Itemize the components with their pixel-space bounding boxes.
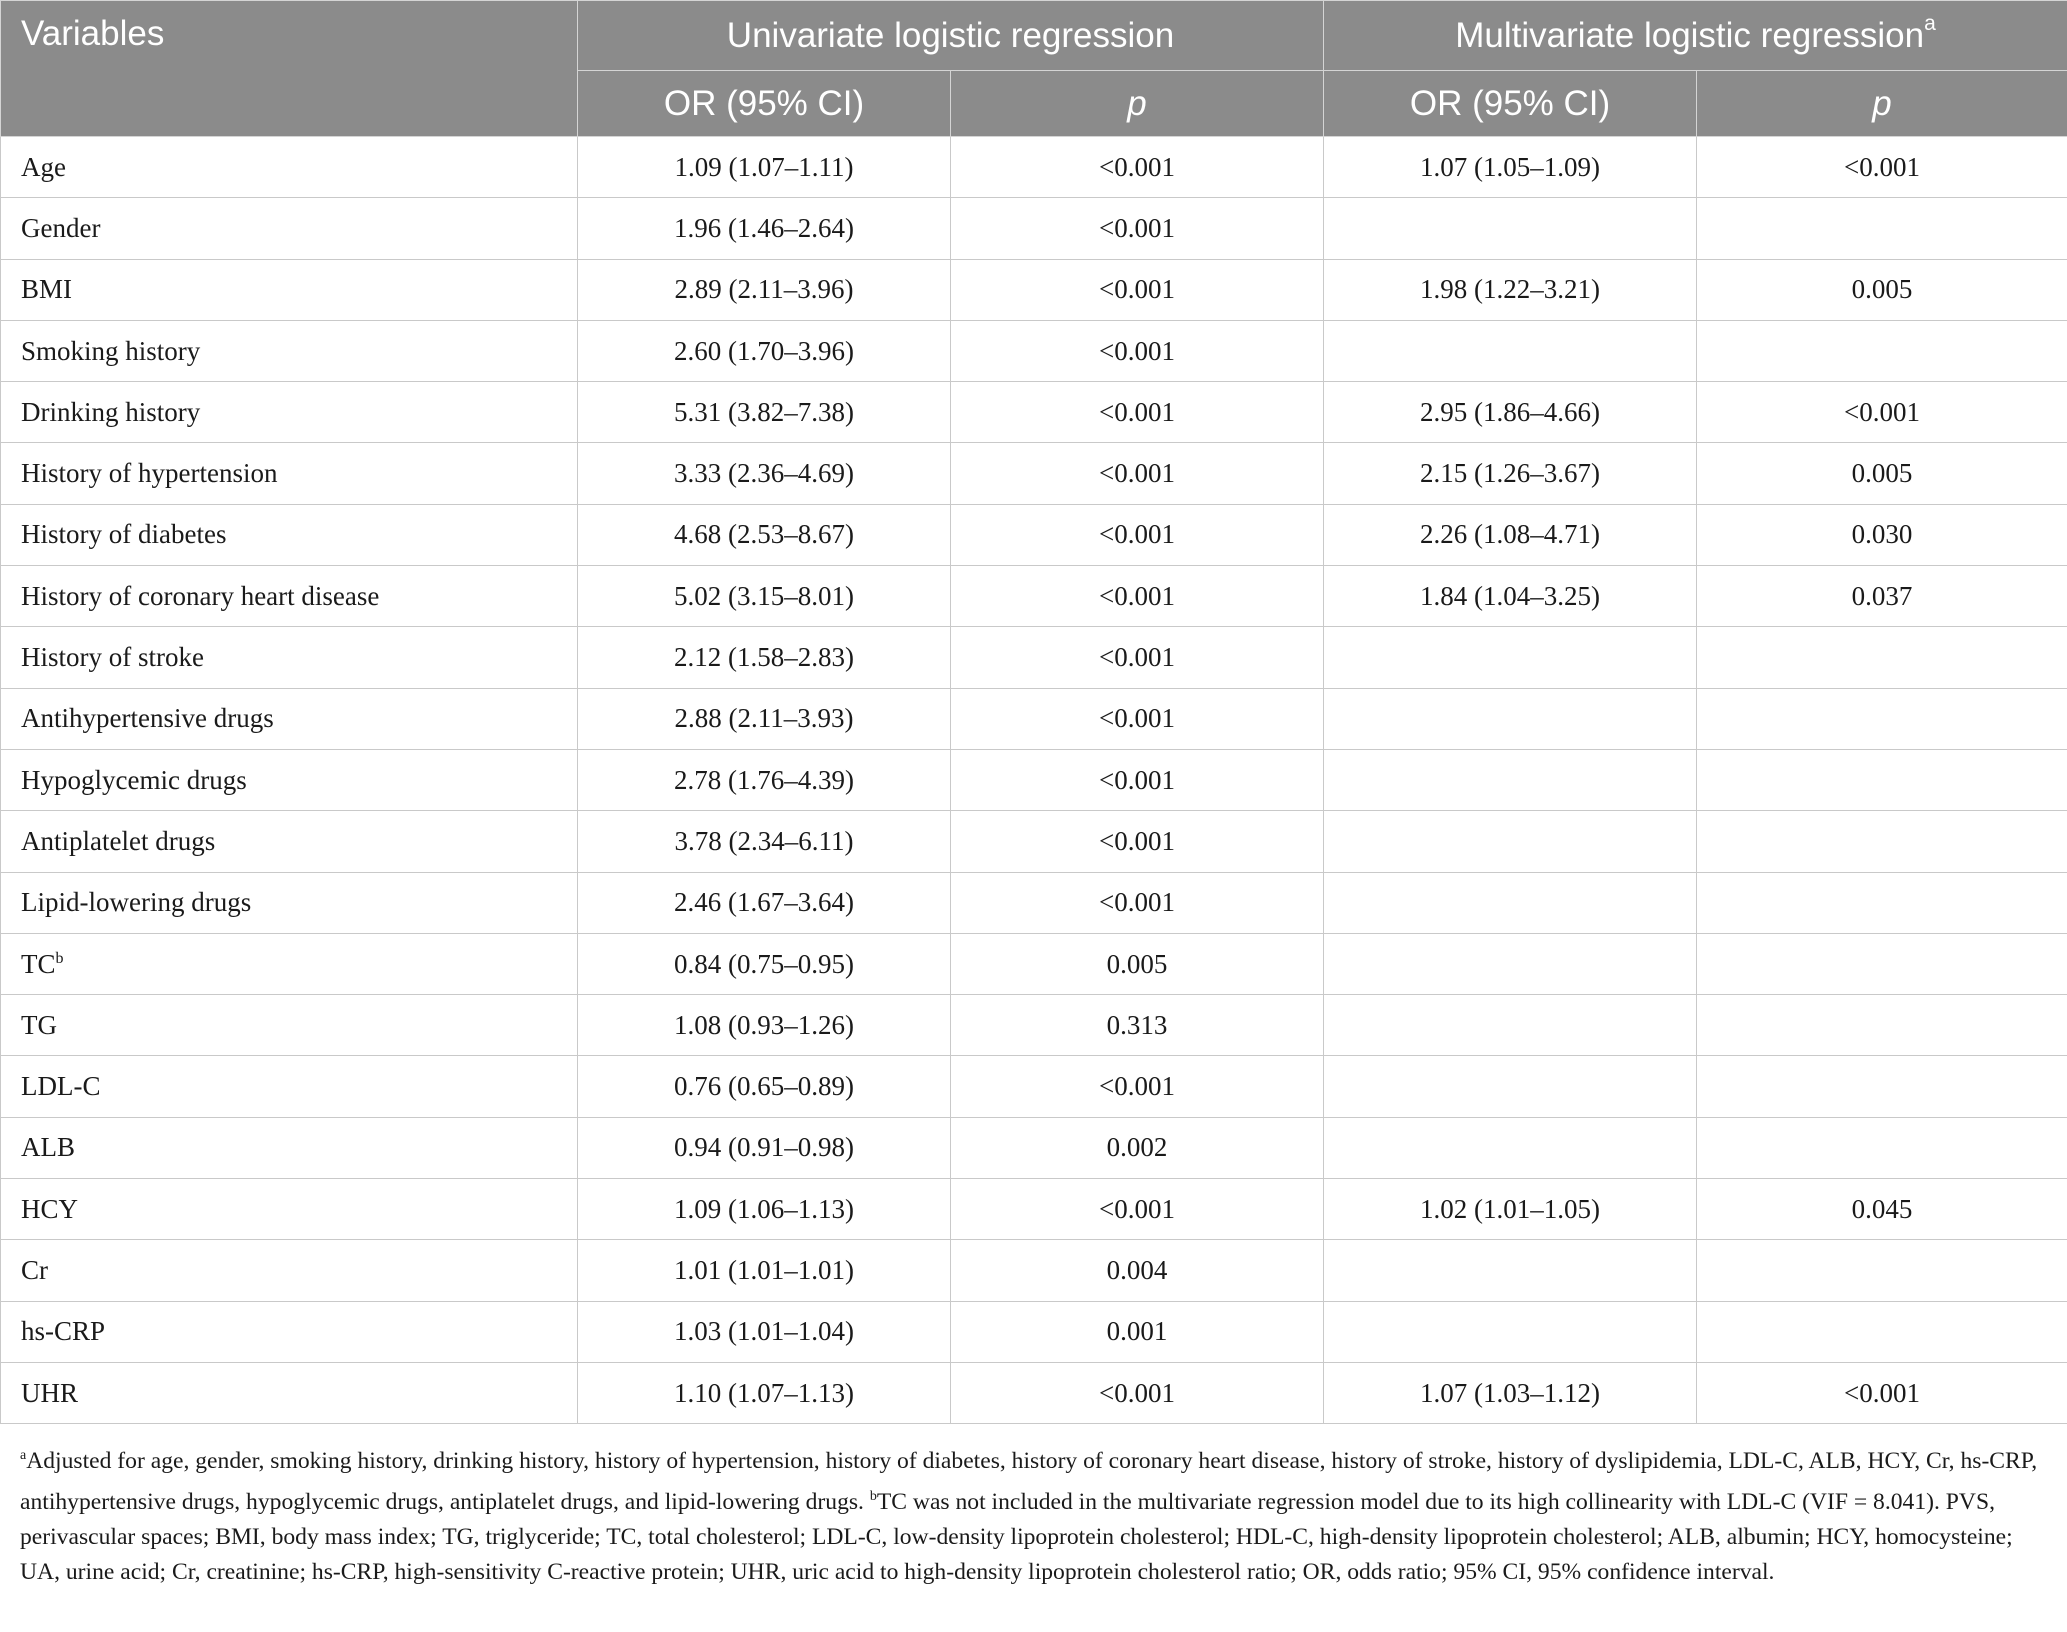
variable-label: Antihypertensive drugs <box>21 703 274 734</box>
cell-uni-p: <0.001 <box>951 259 1324 320</box>
cell-multi-p <box>1697 933 2067 994</box>
cell-variable <box>1 872 578 933</box>
cell-uni-or-ci: 5.02 (3.15–8.01) <box>578 566 951 627</box>
cell-multi-p <box>1697 872 2067 933</box>
cell-uni-p: <0.001 <box>951 566 1324 627</box>
cell-uni-p: <0.001 <box>951 688 1324 749</box>
cell-multi-p <box>1697 198 2067 259</box>
header-univariate: Univariate logistic regression <box>578 1 1324 71</box>
cell-uni-p: <0.001 <box>951 443 1324 504</box>
variable-label: Lipid-lowering drugs <box>21 887 252 918</box>
cell-uni-or-ci: 4.68 (2.53–8.67) <box>578 504 951 565</box>
cell-variable <box>1 933 578 994</box>
cell-uni-p: <0.001 <box>951 137 1324 198</box>
cell-uni-or-ci: 1.01 (1.01–1.01) <box>578 1240 951 1301</box>
cell-uni-p: 0.001 <box>951 1301 1324 1362</box>
cell-uni-or-ci: 2.46 (1.67–3.64) <box>578 872 951 933</box>
variable-label: Drinking history <box>21 396 201 427</box>
cell-variable <box>1 198 578 259</box>
cell-multi-or-ci <box>1324 995 1697 1056</box>
cell-multi-or-ci <box>1324 749 1697 810</box>
table-row <box>1 627 2067 688</box>
cell-multi-p: 0.045 <box>1697 1179 2067 1240</box>
table-row <box>1 504 2067 565</box>
table-row <box>1 1240 2067 1301</box>
table-row <box>1 995 2067 1056</box>
cell-uni-p: <0.001 <box>951 320 1324 381</box>
cell-multi-p <box>1697 1301 2067 1362</box>
table-row <box>1 933 2067 994</box>
cell-uni-or-ci: 0.84 (0.75–0.95) <box>578 933 951 994</box>
variable-label: Cr <box>21 1254 48 1285</box>
cell-multi-or-ci: 1.07 (1.03–1.12) <box>1324 1362 1697 1423</box>
cell-multi-p <box>1697 688 2067 749</box>
table-row <box>1 259 2067 320</box>
footnote-a-marker: a <box>20 1448 27 1463</box>
cell-variable <box>1 1056 578 1117</box>
cell-uni-p: <0.001 <box>951 1056 1324 1117</box>
cell-variable <box>1 1301 578 1362</box>
variable-label: LDL-C <box>21 1071 101 1102</box>
footnote-b-marker: b <box>869 1488 877 1504</box>
variable-label: hs-CRP <box>21 1316 106 1347</box>
cell-variable <box>1 566 578 627</box>
cell-uni-or-ci: 3.33 (2.36–4.69) <box>578 443 951 504</box>
table-row <box>1 1362 2067 1423</box>
table-footnote <box>20 1438 2050 1590</box>
cell-multi-or-ci <box>1324 627 1697 688</box>
table-row <box>1 872 2067 933</box>
cell-multi-p: <0.001 <box>1697 1362 2067 1423</box>
cell-multi-p: 0.030 <box>1697 504 2067 565</box>
footnote-b-text: TC was not included in the multivariate regression model due to its high collinearity with LDL-C (VIF = 8.041). PVS, perivascular spaces; BMI, body mass index; TG, triglyceride; TC, total cholesterol; LDL-C, low-density lipoprotein cholesterol; HDL-C, high-density lipoprotein cholesterol; ALB, albumin; HCY, homocysteine; UA, urine acid; Cr, creatinine; hs-CRP, high-sensitivity C-reactive protein; UHR, uric acid to high-density lipoprotein cholesterol ratio; OR, odds ratio; 95% CI, 95% confidence interval. <box>20 1488 2013 1585</box>
variable-label: History of stroke <box>21 642 204 673</box>
cell-multi-or-ci: 2.95 (1.86–4.66) <box>1324 382 1697 443</box>
header-uni-p: p <box>951 71 1324 137</box>
cell-multi-or-ci: 2.15 (1.26–3.67) <box>1324 443 1697 504</box>
cell-uni-p: 0.004 <box>951 1240 1324 1301</box>
cell-variable <box>1 443 578 504</box>
cell-variable <box>1 1179 578 1240</box>
cell-multi-p <box>1697 1056 2067 1117</box>
cell-uni-p: <0.001 <box>951 382 1324 443</box>
table-row <box>1 198 2067 259</box>
variable-label: ALB <box>21 1132 75 1163</box>
cell-multi-p <box>1697 811 2067 872</box>
cell-multi-or-ci: 2.26 (1.08–4.71) <box>1324 504 1697 565</box>
variable-label: UHR <box>21 1377 79 1408</box>
variable-label: Gender <box>21 212 101 243</box>
cell-multi-p: 0.005 <box>1697 443 2067 504</box>
cell-multi-or-ci <box>1324 1056 1697 1117</box>
variable-label: Age <box>21 151 66 182</box>
cell-multi-p: <0.001 <box>1697 137 2067 198</box>
cell-variable <box>1 811 578 872</box>
variable-label: TC <box>21 948 56 979</box>
header-variables: Variables <box>1 1 578 137</box>
footnote-a-text: Adjusted for age, gender, smoking history, drinking history, history of hypertension, history of diabetes, history of coronary heart disease, history of stroke, history of dyslipidemia, LDL-C, ALB, HCY, Cr, hs-CRP, antihypertensive drugs, hypoglycemic drugs, antiplatelet drugs, and lipid-lowering drugs. <box>20 1447 2038 1515</box>
cell-uni-or-ci: 2.88 (2.11–3.93) <box>578 688 951 749</box>
header-multivariate-label: Multivariate logistic regression <box>1455 15 1925 55</box>
cell-multi-p: 0.037 <box>1697 566 2067 627</box>
variable-label: Antiplatelet drugs <box>21 825 216 856</box>
cell-variable <box>1 320 578 381</box>
cell-uni-or-ci: 0.94 (0.91–0.98) <box>578 1117 951 1178</box>
cell-variable <box>1 1240 578 1301</box>
table-row <box>1 1301 2067 1362</box>
cell-uni-p: 0.313 <box>951 995 1324 1056</box>
cell-uni-or-ci: 2.60 (1.70–3.96) <box>578 320 951 381</box>
variable-label: BMI <box>21 274 73 305</box>
cell-uni-or-ci: 1.09 (1.07–1.11) <box>578 137 951 198</box>
variable-label: History of diabetes <box>21 519 227 550</box>
cell-multi-p <box>1697 995 2067 1056</box>
cell-multi-or-ci <box>1324 1240 1697 1301</box>
cell-multi-or-ci <box>1324 872 1697 933</box>
table-row <box>1 1056 2067 1117</box>
cell-multi-or-ci: 1.84 (1.04–3.25) <box>1324 566 1697 627</box>
cell-uni-or-ci: 2.89 (2.11–3.96) <box>578 259 951 320</box>
header-multivariate-footnote-marker: a <box>1924 11 1936 35</box>
cell-multi-p: 0.005 <box>1697 259 2067 320</box>
cell-multi-p <box>1697 1240 2067 1301</box>
cell-multi-p <box>1697 320 2067 381</box>
cell-multi-or-ci: 1.02 (1.01–1.05) <box>1324 1179 1697 1240</box>
cell-multi-or-ci <box>1324 198 1697 259</box>
cell-uni-p: <0.001 <box>951 504 1324 565</box>
table-row <box>1 688 2067 749</box>
cell-variable <box>1 627 578 688</box>
table-row <box>1 811 2067 872</box>
cell-uni-p: <0.001 <box>951 811 1324 872</box>
cell-uni-or-ci: 3.78 (2.34–6.11) <box>578 811 951 872</box>
cell-uni-p: <0.001 <box>951 627 1324 688</box>
cell-uni-or-ci: 2.12 (1.58–2.83) <box>578 627 951 688</box>
cell-variable <box>1 1362 578 1423</box>
variable-label: Smoking history <box>21 335 201 366</box>
cell-variable <box>1 995 578 1056</box>
variable-label: History of coronary heart disease <box>21 580 380 611</box>
cell-uni-or-ci: 1.03 (1.01–1.04) <box>578 1301 951 1362</box>
table-body <box>1 137 2067 1424</box>
header-multi-p: p <box>1697 71 2067 137</box>
cell-uni-p: 0.002 <box>951 1117 1324 1178</box>
table-row <box>1 1117 2067 1178</box>
cell-uni-p: <0.001 <box>951 872 1324 933</box>
cell-multi-or-ci <box>1324 1301 1697 1362</box>
cell-uni-or-ci: 0.76 (0.65–0.89) <box>578 1056 951 1117</box>
cell-variable <box>1 137 578 198</box>
header-uni-or-ci: OR (95% CI) <box>578 71 951 137</box>
table-row <box>1 749 2067 810</box>
cell-multi-or-ci <box>1324 320 1697 381</box>
cell-variable <box>1 382 578 443</box>
variable-label: TG <box>21 1009 57 1040</box>
variable-footnote-marker: b <box>55 949 64 967</box>
cell-variable <box>1 688 578 749</box>
cell-variable <box>1 749 578 810</box>
cell-uni-p: <0.001 <box>951 749 1324 810</box>
cell-variable <box>1 259 578 320</box>
cell-multi-p <box>1697 1117 2067 1178</box>
cell-uni-or-ci: 1.08 (0.93–1.26) <box>578 995 951 1056</box>
cell-multi-or-ci <box>1324 811 1697 872</box>
cell-multi-or-ci <box>1324 933 1697 994</box>
cell-uni-or-ci: 5.31 (3.82–7.38) <box>578 382 951 443</box>
cell-uni-or-ci: 1.96 (1.46–2.64) <box>578 198 951 259</box>
cell-uni-p: <0.001 <box>951 1179 1324 1240</box>
table-row <box>1 566 2067 627</box>
cell-multi-or-ci <box>1324 1117 1697 1178</box>
table-row <box>1 137 2067 198</box>
cell-multi-p <box>1697 627 2067 688</box>
cell-uni-p: <0.001 <box>951 198 1324 259</box>
cell-uni-p: <0.001 <box>951 1362 1324 1423</box>
header-multivariate <box>1324 1 2067 71</box>
cell-uni-or-ci: 1.10 (1.07–1.13) <box>578 1362 951 1423</box>
cell-multi-p: <0.001 <box>1697 382 2067 443</box>
table-header <box>1 1 2067 137</box>
cell-uni-p: 0.005 <box>951 933 1324 994</box>
variable-label: HCY <box>21 1193 79 1224</box>
cell-variable <box>1 1117 578 1178</box>
table-row <box>1 382 2067 443</box>
variable-label: History of hypertension <box>21 458 278 489</box>
cell-uni-or-ci: 1.09 (1.06–1.13) <box>578 1179 951 1240</box>
cell-multi-or-ci: 1.07 (1.05–1.09) <box>1324 137 1697 198</box>
variable-label: Hypoglycemic drugs <box>21 764 247 795</box>
cell-variable <box>1 504 578 565</box>
table-row <box>1 443 2067 504</box>
table-row <box>1 1179 2067 1240</box>
cell-multi-or-ci: 1.98 (1.22–3.21) <box>1324 259 1697 320</box>
cell-uni-or-ci: 2.78 (1.76–4.39) <box>578 749 951 810</box>
cell-multi-or-ci <box>1324 688 1697 749</box>
table-row <box>1 320 2067 381</box>
cell-multi-p <box>1697 749 2067 810</box>
header-multi-or-ci: OR (95% CI) <box>1324 71 1697 137</box>
